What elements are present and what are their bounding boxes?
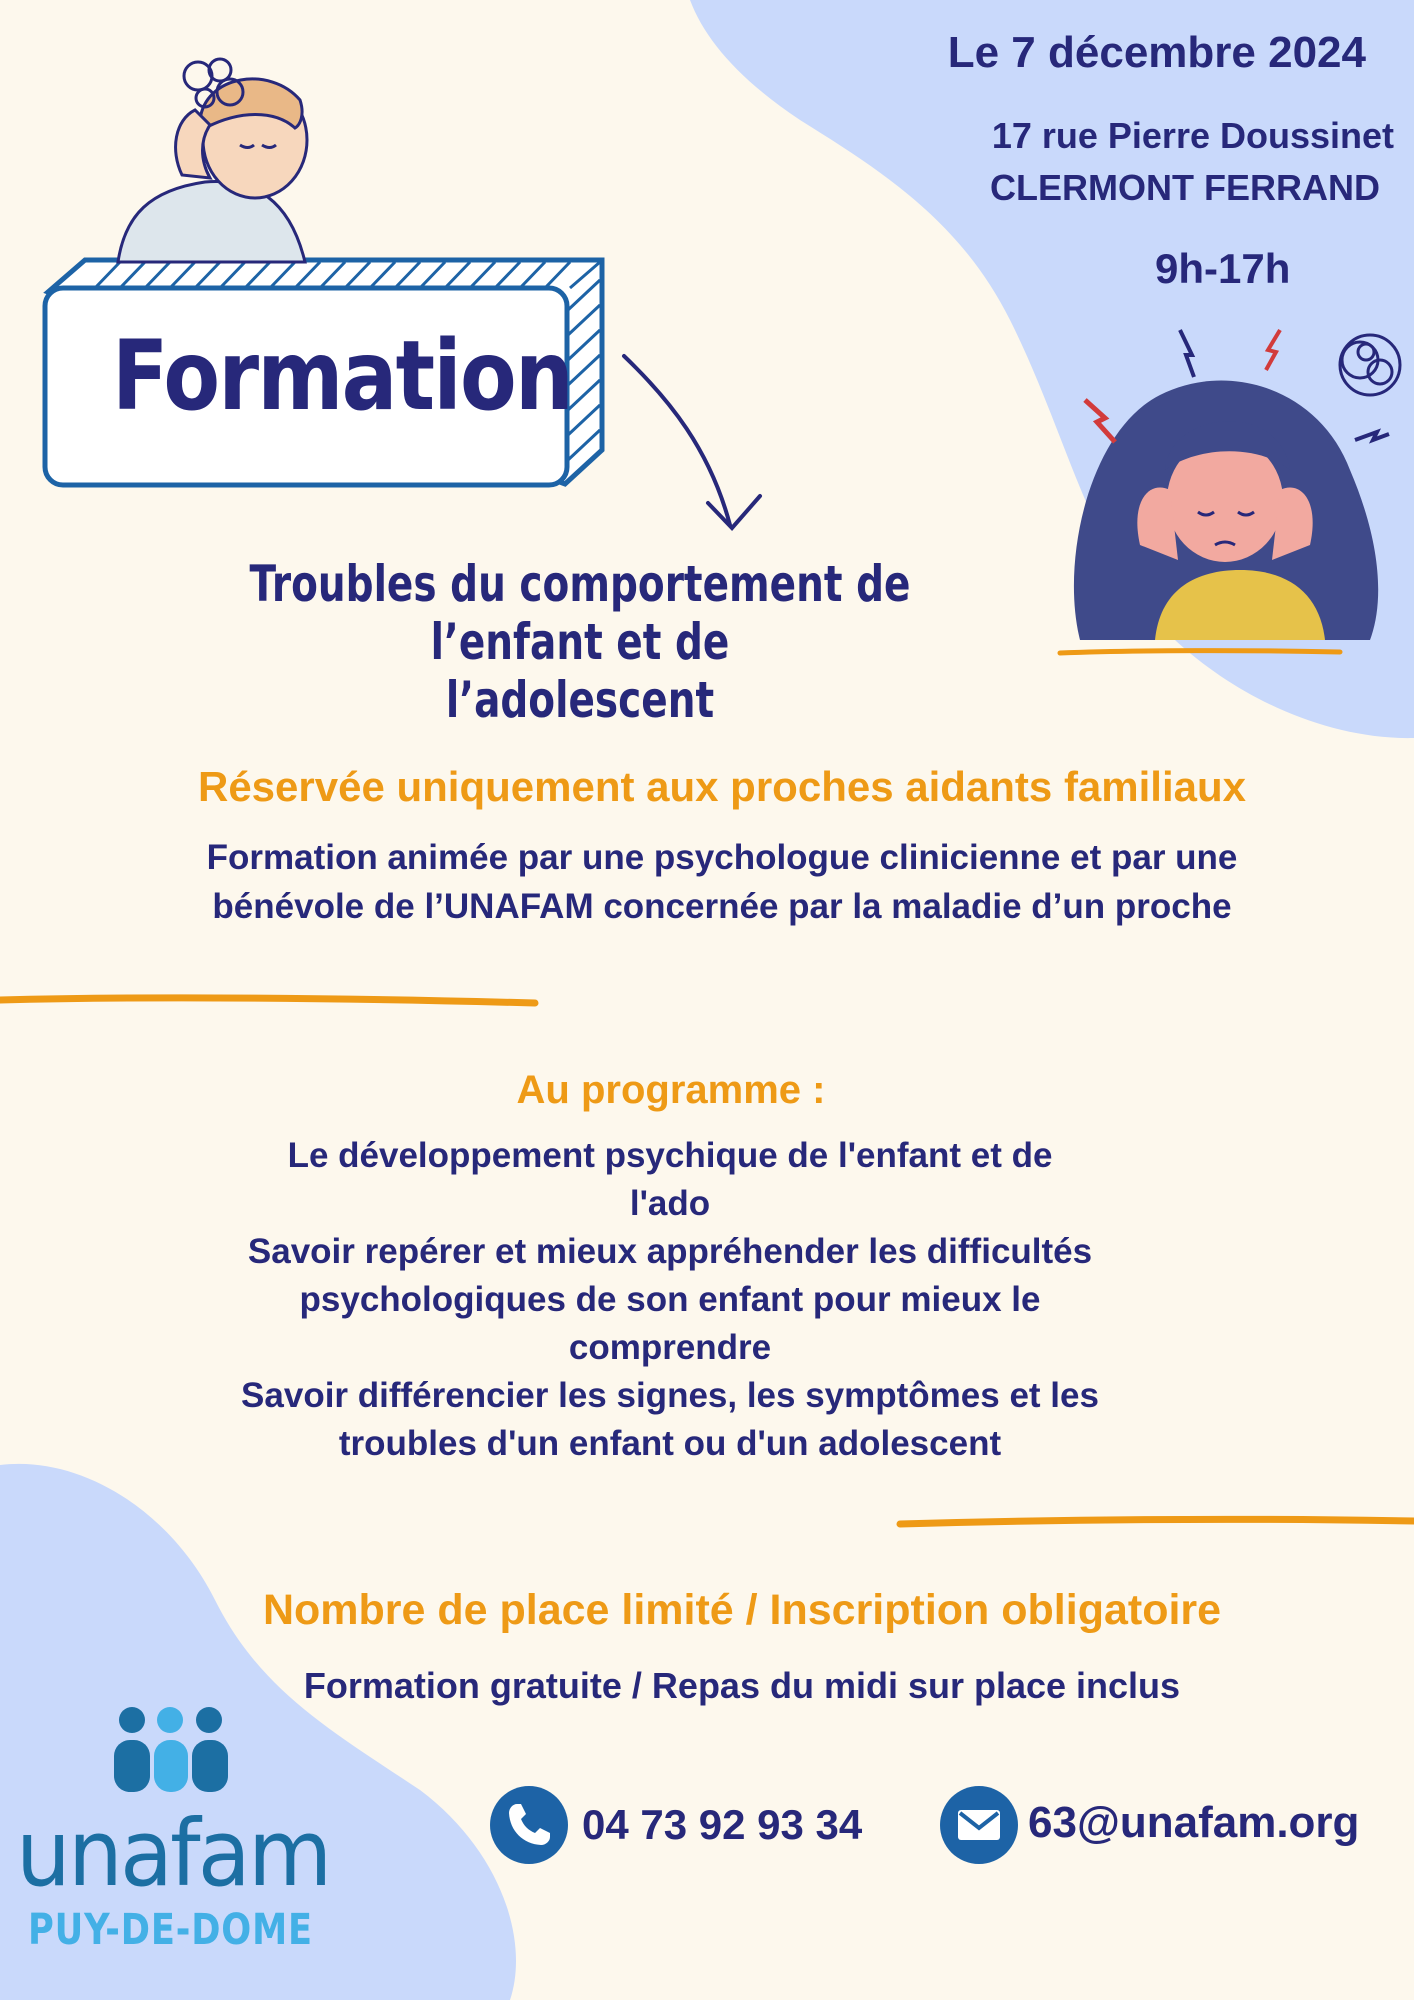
address-street: 17 rue Pierre Doussinet bbox=[991, 115, 1394, 156]
program-line: psychologiques de son enfant pour mieux le bbox=[299, 1280, 1041, 1319]
thinking-man-illustration bbox=[118, 59, 307, 262]
program-line: comprendre bbox=[568, 1328, 772, 1367]
phone-number[interactable]: 04 73 92 93 34 bbox=[582, 1801, 863, 1848]
arrow-icon bbox=[624, 356, 760, 528]
audience-heading: Réservée uniquement aux proches aidants familiaux bbox=[197, 763, 1247, 810]
logo-region: PUY-DE-DOME bbox=[28, 1905, 313, 1955]
free-notice: Formation gratuite / Repas du midi sur place inclus bbox=[303, 1665, 1181, 1706]
program-line: Savoir différencier les signes, les symptômes et les bbox=[241, 1376, 1099, 1415]
event-hours: 9h-17h bbox=[1155, 245, 1291, 292]
trainers-line-2: bénévole de l’UNAFAM concernée par la maladie d’un proche bbox=[212, 887, 1232, 926]
logo-wordmark: unafam bbox=[16, 1800, 330, 1907]
program-line: Le développement psychique de l'enfant et de bbox=[287, 1136, 1053, 1175]
event-date: Le 7 décembre 2024 bbox=[947, 28, 1366, 77]
orange-stroke-1 bbox=[0, 998, 535, 1003]
orange-stroke-3 bbox=[1060, 651, 1340, 653]
registration-notice: Nombre de place limité / Inscription obligatoire bbox=[262, 1586, 1222, 1634]
orange-stroke-2 bbox=[900, 1519, 1414, 1524]
email-address[interactable]: 63@unafam.org bbox=[1028, 1798, 1360, 1847]
subtitle-line-1: Troubles du comportement de l’enfant et de bbox=[249, 555, 911, 671]
envelope-icon bbox=[940, 1786, 1018, 1864]
address-city: CLERMONT FERRAND bbox=[990, 167, 1380, 208]
trainers-line-1: Formation animée par une psychologue clinicienne et par une bbox=[206, 838, 1238, 877]
page-title: Formation bbox=[112, 320, 573, 432]
program-line: troubles d'un enfant ou d'un adolescent bbox=[338, 1424, 1002, 1463]
page-subtitle bbox=[213, 555, 946, 729]
phone-icon bbox=[490, 1786, 568, 1864]
subtitle-line-2: l’adolescent bbox=[445, 671, 715, 729]
program-heading: Au programme : bbox=[516, 1068, 826, 1112]
program-line: Savoir repérer et mieux appréhender les difficultés bbox=[247, 1232, 1093, 1271]
program-line: l'ado bbox=[629, 1184, 711, 1223]
